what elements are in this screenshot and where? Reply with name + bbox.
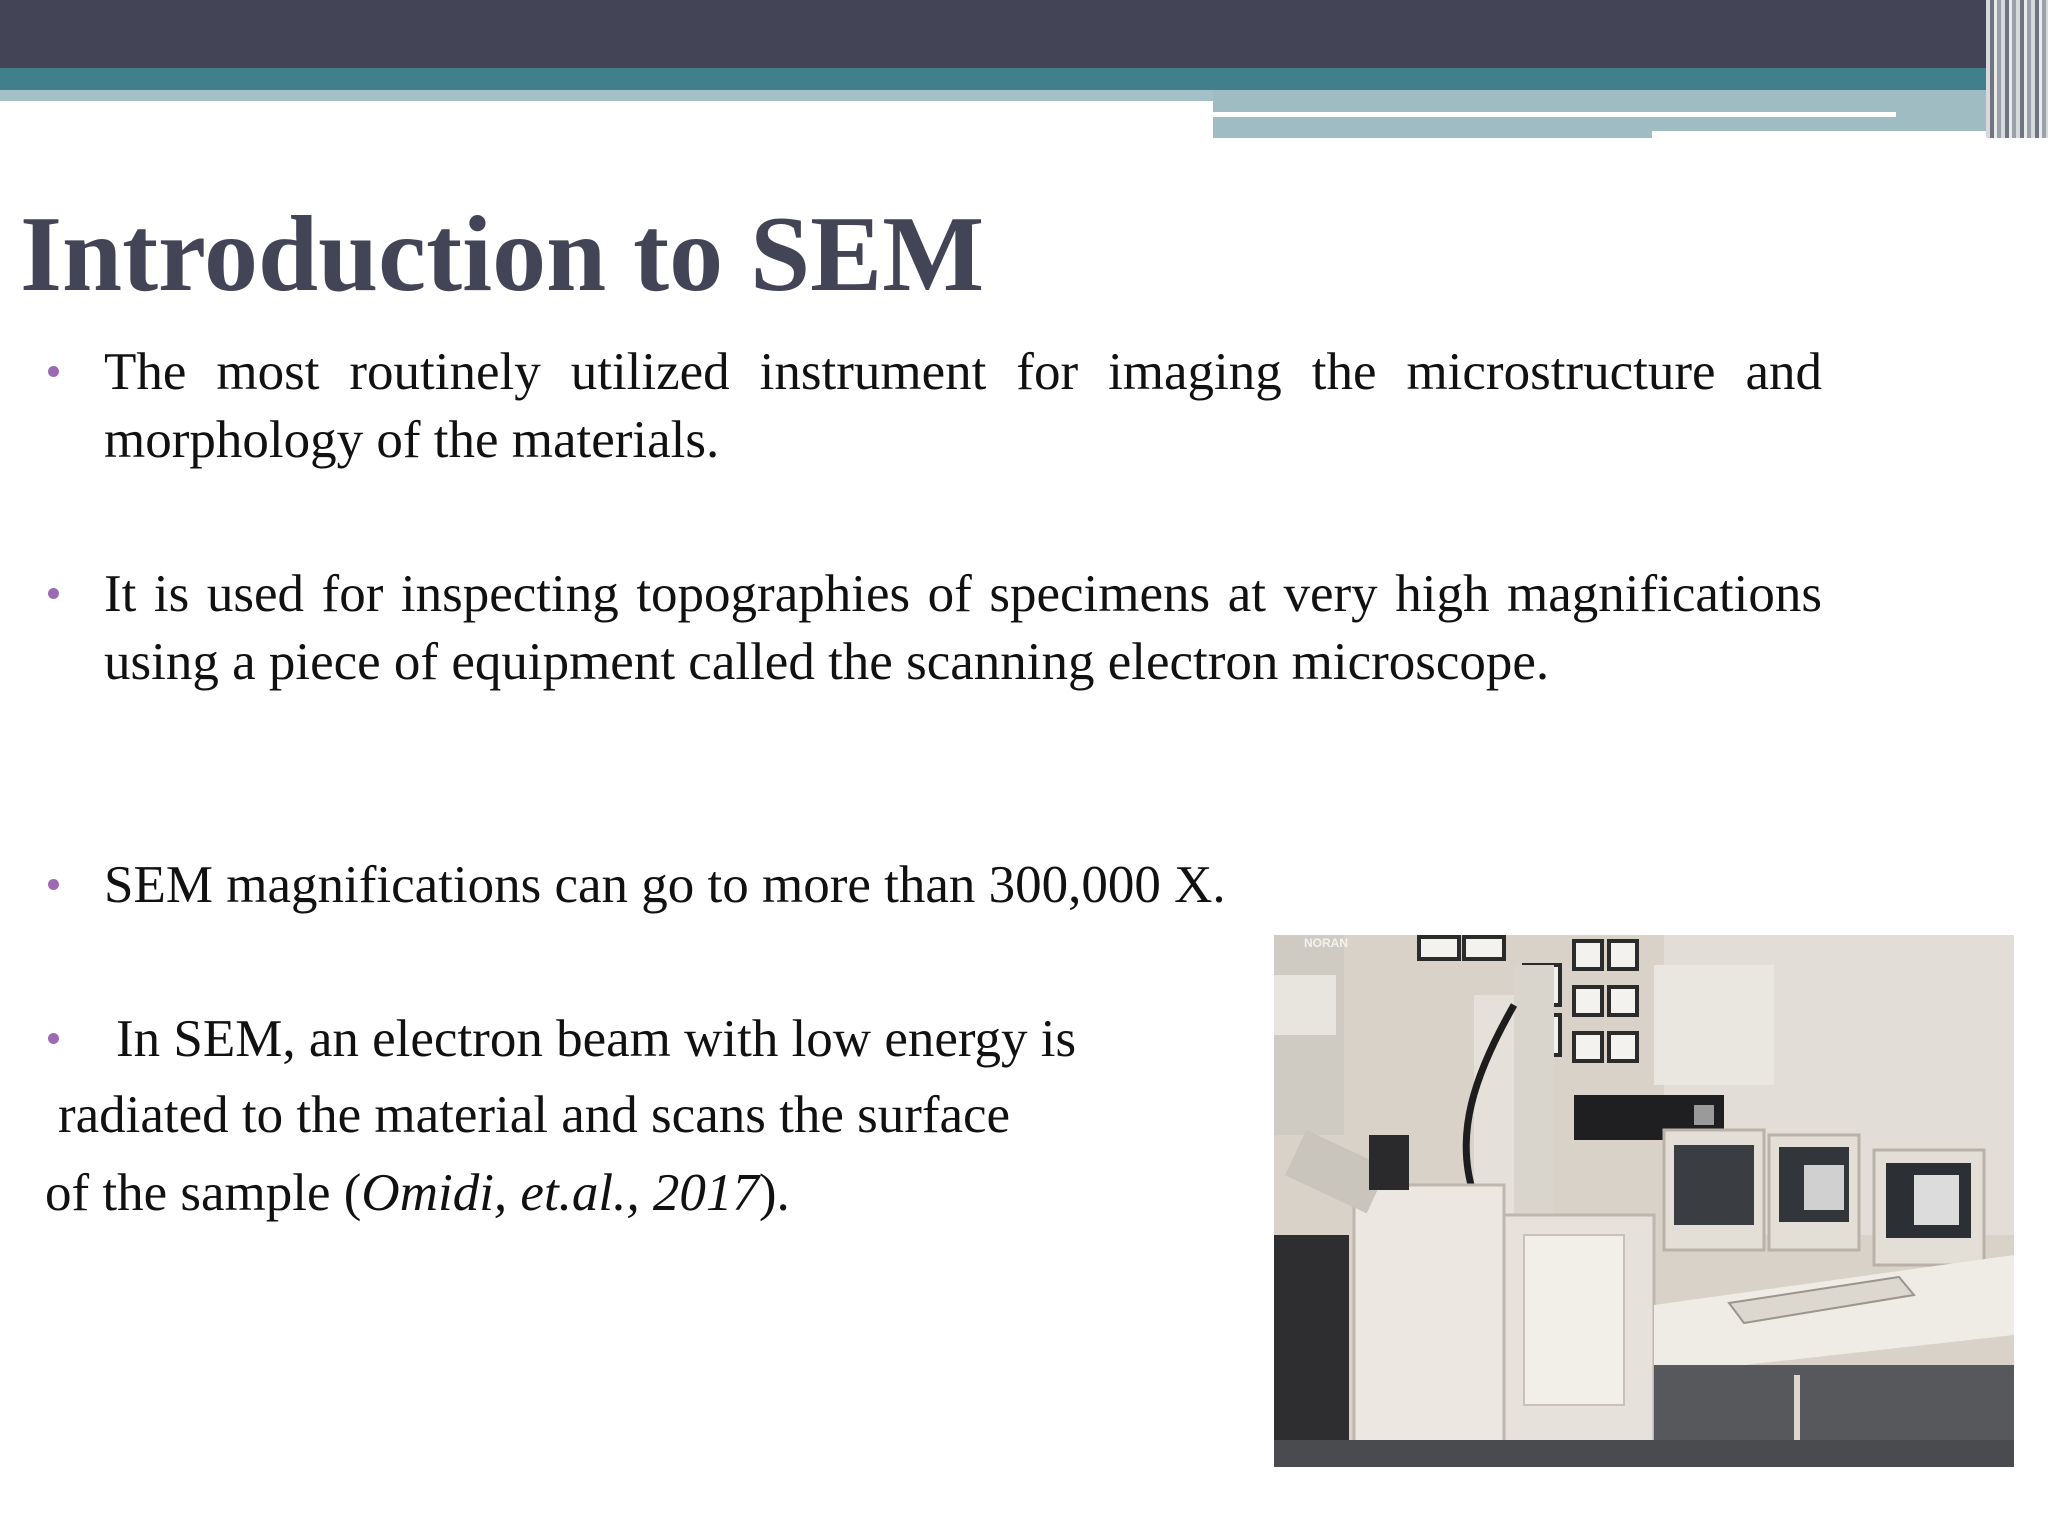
header-band-light [0, 90, 1213, 101]
bullet-text-line-2: radiated to the material and scans the surface [58, 1086, 1011, 1144]
bullet-text-line-1: In SEM, an electron beam with low energy is [116, 1010, 1077, 1068]
bullet-item [46, 560, 1822, 696]
citation: Omidi, et.al., 2017 [361, 1164, 759, 1222]
bullet-item [46, 338, 1822, 474]
header-divider-line-short [1652, 131, 1993, 138]
header-band-dark [0, 0, 2048, 68]
header-edge-stripes [1986, 0, 2048, 138]
sem-microscope-photo [1274, 935, 2014, 1467]
bullet-dot [48, 366, 59, 377]
noran-label: NORAN [1304, 936, 1348, 950]
bullet-text-line-3 [45, 1159, 790, 1227]
header-band-teal [0, 68, 2048, 90]
bullet-dot [48, 879, 59, 890]
line-suffix: ). [758, 1164, 790, 1222]
bullet-dot [48, 588, 59, 599]
bullet-text: The most routinely utilized instrument for imaging the microstructure and morphology of the materials. [104, 343, 1822, 469]
slide-title: Introduction to SEM [20, 195, 985, 314]
bullet-text: SEM magnifications can go to more than 300,000 X. [104, 856, 1226, 914]
line-prefix: of the sample ( [45, 1164, 362, 1222]
bullet-item [46, 851, 1822, 919]
bullet-text: It is used for inspecting topographies of specimens at very high magnifications using a piece of equipment called the scanning electron microscope. [104, 565, 1822, 691]
header-divider-line [1213, 112, 1896, 117]
bullet-dot [48, 1033, 59, 1044]
